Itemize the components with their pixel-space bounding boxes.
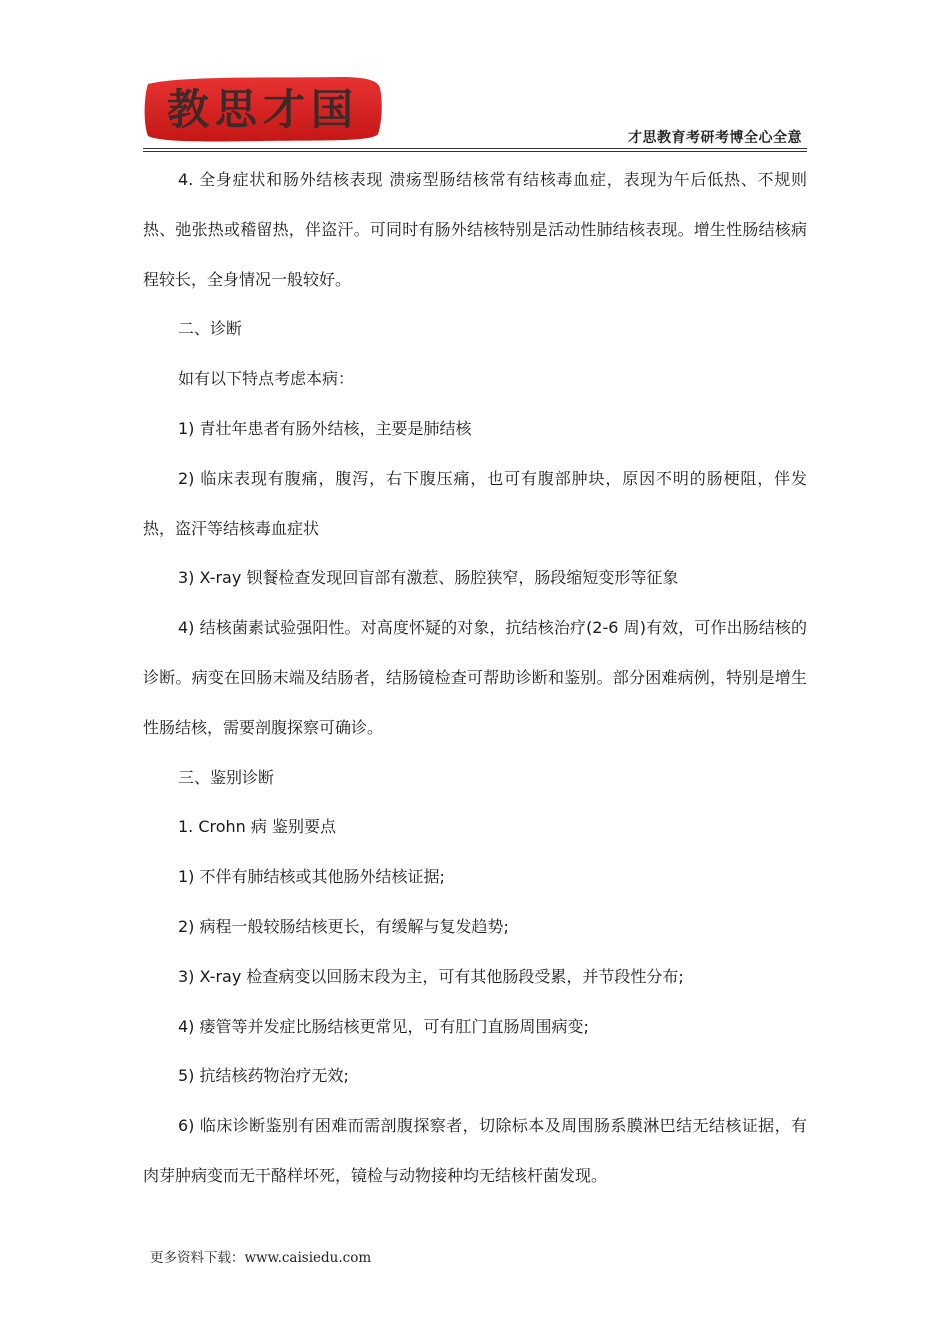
diagnosis-point-4: 4) 结核菌素试验强阳性。对高度怀疑的对象，抗结核治疗(2-6 周)有效，可作出肠结核的诊断。病变在回肠末端及结肠者，结肠镜检查可帮助诊断和鉴别。部分困难病例，特别是增生性肠结核，需要剖腹探察可确诊。 bbox=[143, 618, 807, 737]
crohn-point-2: 2) 病程一般较肠结核更长，有缓解与复发趋势; bbox=[178, 916, 509, 936]
document-body bbox=[143, 155, 807, 1201]
diagnosis-point-1: 1) 青壮年患者有肠外结核，主要是肺结核 bbox=[178, 418, 472, 438]
paragraph-systemic-symptoms: 4. 全身症状和肠外结核表现 溃疡型肠结核常有结核毒血症，表现为午后低热、不规则热、弛张热或稽留热，伴盗汗。可同时有肠外结核特别是活动性肺结核表现。增生性肠结核病程较长，全身情况一般较好。 bbox=[143, 170, 807, 289]
subheading-crohn: 1. Crohn 病 鉴别要点 bbox=[178, 817, 336, 837]
section-heading-differential: 三、鉴别诊断 bbox=[178, 767, 275, 787]
paragraph-diagnosis-intro: 如有以下特点考虑本病： bbox=[178, 369, 355, 389]
header-divider bbox=[143, 148, 807, 152]
header-tagline: 才思教育考研考博全心全意 bbox=[628, 130, 802, 146]
diagnosis-point-3: 3) X-ray 钡餐检查发现回盲部有激惹、肠腔狭窄，肠段缩短变形等征象 bbox=[178, 568, 679, 588]
crohn-point-6: 6) 临床诊断鉴别有困难而需剖腹探察者，切除标本及周围肠系膜淋巴结无结核证据，有肉芽肿病变而无干酪样坏死，镜检与动物接种均无结核杆菌发现。 bbox=[143, 1116, 807, 1185]
brand-logo-graphic bbox=[142, 74, 384, 144]
crohn-point-4: 4) 瘘管等并发症比肠结核更常见，可有肛门直肠周围病变; bbox=[178, 1016, 589, 1036]
section-heading-diagnosis: 二、诊断 bbox=[178, 319, 243, 339]
diagnosis-point-2: 2) 临床表现有腹痛，腹泻，右下腹压痛，也可有腹部肿块，原因不明的肠梗阻，伴发热，盗汗等结核毒血症状 bbox=[143, 468, 807, 538]
crohn-point-5: 5) 抗结核药物治疗无效; bbox=[178, 1066, 349, 1086]
footer-download-link[interactable]: 更多资料下载：www.caisiedu.com bbox=[150, 1250, 372, 1266]
brand-logo bbox=[142, 74, 384, 144]
crohn-point-3: 3) X-ray 检查病变以回肠末段为主，可有其他肠段受累，并节段性分布; bbox=[178, 966, 684, 986]
logo-text: 教思才国 bbox=[166, 85, 360, 134]
crohn-point-1: 1) 不伴有肺结核或其他肠外结核证据; bbox=[178, 867, 445, 887]
